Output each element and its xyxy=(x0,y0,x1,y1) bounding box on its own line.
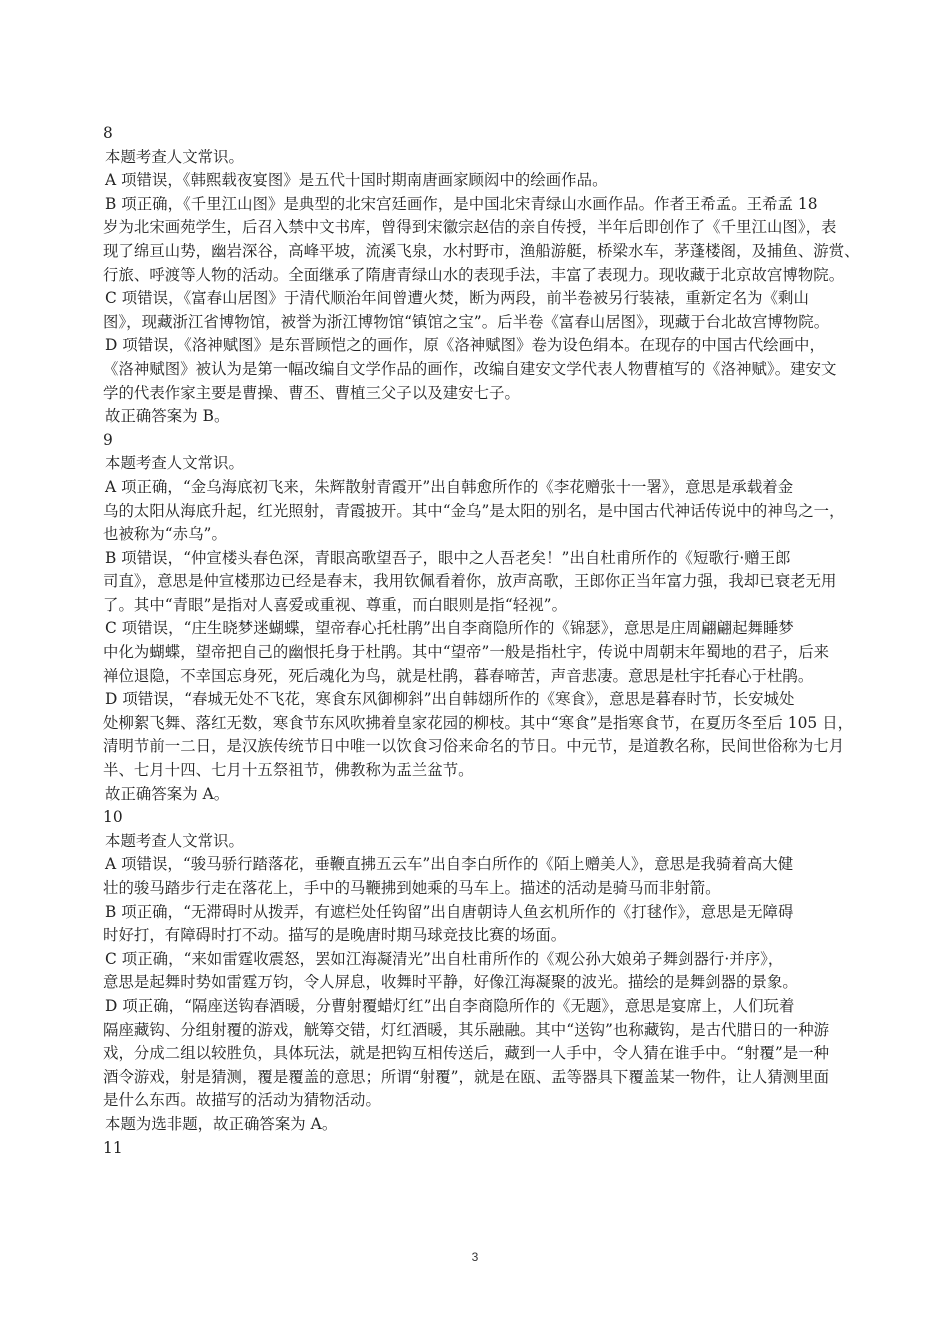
paragraph-line: A 项错误，《韩熙载夜宴图》是五代十国时期南唐画家顾闳中的绘画作品。 xyxy=(105,171,608,190)
paragraph-line: C 项错误，《富春山居图》于清代顺治年间曾遭火焚，断为两段，前半卷被另行装裱，重新定名为《剩山 xyxy=(105,289,809,308)
paragraph-line: 司直》，意思是仲宣楼那边已经是春末，我用钦佩看着你，放声高歌，王郎你正当年富力强，我却已衰老无用 xyxy=(103,572,837,591)
page-number: 3 xyxy=(471,1250,479,1264)
paragraph-line: 时好打，有障碍时打不动。描写的是晚唐时期马球竞技比赛的场面。 xyxy=(103,926,567,945)
paragraph-line: 半、七月十四、七月十五祭祖节，佛教称为盂兰盆节。 xyxy=(103,761,474,780)
paragraph-line: 处柳絮飞舞、落红无数，寒食节东风吹拂着皇家花园的柳枝。其中“寒食”是指寒食节，在夏历冬至后 105 日， xyxy=(103,713,854,732)
paragraph-line: A 项正确，“金乌海底初飞来，朱辉散射青霞开”出自韩愈所作的《李花赠张十一署》，意思是承载着金 xyxy=(105,477,794,496)
answer-line: 本题为选非题，故正确答案为 A。 xyxy=(105,1114,338,1133)
paragraph-line: D 项错误，“春城无处不飞花，寒食东风御柳斜”出自韩翃所作的《寒食》，意思是暮春时节，长安城处 xyxy=(105,690,795,709)
paragraph-line: 《洛神赋图》被认为是第一幅改编自文学作品的画作，改编自建安文学代表人物曹植写的《洛神赋》。建安文 xyxy=(103,359,837,378)
paragraph-line: C 项错误，“庄生晓梦迷蝴蝶，望帝春心托杜鹃”出自李商隐所作的《锦瑟》，意思是庄周翩翩起舞睡梦 xyxy=(105,619,794,638)
paragraph-line: 禅位退隐，不幸国忘身死，死后魂化为鸟，就是杜鹃，暮春啼苦，声音悲凄。意思是杜宇托春心于杜鹃。 xyxy=(103,666,814,685)
question-number: 8 xyxy=(103,124,113,142)
paragraph-line: D 项错误，《洛神赋图》是东晋顾恺之的画作，原《洛神赋图》卷为设色绢本。在现存的中国古代绘画中， xyxy=(105,336,825,355)
paragraph-line: B 项错误，“仲宣楼头春色深，青眼高歌望吾子，眼中之人吾老矣！”出自杜甫所作的《短歌行·赠王郎 xyxy=(105,548,791,567)
answer-line: 故正确答案为 B。 xyxy=(105,407,230,426)
paragraph-line: 本题考查人文常识。 xyxy=(105,454,244,473)
question-number: 10 xyxy=(103,808,123,827)
paragraph-line: D 项正确，“隔座送钩春酒暖，分曹射覆蜡灯红”出自李商隐所作的《无题》，意思是宴席上，人们玩着 xyxy=(105,996,795,1015)
paragraph-line: B 项正确，“无滞碍时从拨弄，有遮栏处任钩留”出自唐朝诗人鱼玄机所作的《打毬作》，意思是无障碍 xyxy=(105,902,794,921)
paragraph-line: 中化为蝴蝶，望帝把自己的幽恨托身于杜鹃。其中“望帝”一般是指杜宇，传说中周朝末年蜀地的君子，后来 xyxy=(103,643,830,662)
paragraph-line: 行旅、呼渡等人物的活动。全面继承了隋唐青绿山水的表现手法，丰富了表现力。现收藏于北京故宫博物院。 xyxy=(103,265,845,284)
question-number: 11 xyxy=(103,1138,123,1157)
paragraph-line: C 项正确，“来如雷霆收震怒，罢如江海凝清光”出自杜甫所作的《观公孙大娘弟子舞剑器行·并序》， xyxy=(105,949,784,968)
paragraph-line: 壮的骏马踏步行走在落花上，手中的马鞭拂到她乘的马车上。描述的活动是骑马而非射箭。 xyxy=(103,879,721,897)
paragraph-line: 本题考查人文常识。 xyxy=(105,831,244,850)
paragraph-line: 本题考查人文常识。 xyxy=(105,147,244,166)
document-body xyxy=(103,122,879,1160)
paragraph-line: 意思是起舞时势如雷霆万钧，令人屏息，收舞时平静，好像江海凝聚的波光。描绘的是舞剑器的景象。 xyxy=(103,973,798,992)
paragraph-line: 酒令游戏，射是猜测，覆是覆盖的意思；所谓“射覆”，就是在瓯、盂等器具下覆盖某一物件，让人猜测里面 xyxy=(103,1067,830,1086)
paragraph-line: 了。其中“青眼”是指对人喜爱或重视、尊重，而白眼则是指“轻视”。 xyxy=(103,595,568,614)
paragraph-line: 清明节前一二日，是汉族传统节日中唯一以饮食习俗来命名的节日。中元节，是道教名称，民间世俗称为七月 xyxy=(103,737,845,756)
paragraph-line: 图》，现藏浙江省博物馆，被誉为浙江博物馆“镇馆之宝”。后半卷《富春山居图》，现藏于台北故宫博物院。 xyxy=(103,312,830,331)
paragraph-line: 现了绵亘山势，幽岩深谷，高峰平坡，流溪飞泉，水村野市，渔船游艇，桥梁水车，茅蓬楼阁，及捕鱼、游赏、 xyxy=(103,241,860,260)
paragraph-line: 隔座藏钩、分组射覆的游戏，觥筹交错，灯红酒暖，其乐融融。其中“送钩”也称藏钩，是古代腊日的一种游 xyxy=(103,1020,830,1039)
paragraph-line: B 项正确，《千里江山图》是典型的北宋宫廷画作，是中国北宋青绿山水画作品。作者王希孟。王希孟 18 xyxy=(105,194,818,213)
question-number: 9 xyxy=(103,430,113,449)
paragraph-line: 是什么东西。故描写的活动为猜物活动。 xyxy=(103,1091,381,1110)
paragraph-line: 岁为北宋画苑学生，后召入禁中文书库，曾得到宋徽宗赵佶的亲自传授，半年后即创作了《千里江山图》，表 xyxy=(103,218,837,237)
answer-line: 故正确答案为 A。 xyxy=(105,784,230,803)
paragraph-line: 学的代表作家主要是曹操、曹丕、曹植三父子以及建安七子。 xyxy=(103,383,520,402)
paragraph-line: 戏，分成二组以较胜负，具体玩法，就是把钩互相传送后，藏到一人手中，令人猜在谁手中。“射覆”是一种 xyxy=(103,1044,830,1063)
paragraph-line: A 项错误，“骏马骄行踏落花，垂鞭直拂五云车”出自李白所作的《陌上赠美人》，意思是我骑着高大健 xyxy=(105,855,794,874)
paragraph-line: 也被称为“赤乌”。 xyxy=(103,525,227,544)
paragraph-line: 乌的太阳从海底升起，红光照射，青霞披开。其中“金乌”是太阳的别名，是中国古代神话传说中的神鸟之一， xyxy=(103,501,845,520)
